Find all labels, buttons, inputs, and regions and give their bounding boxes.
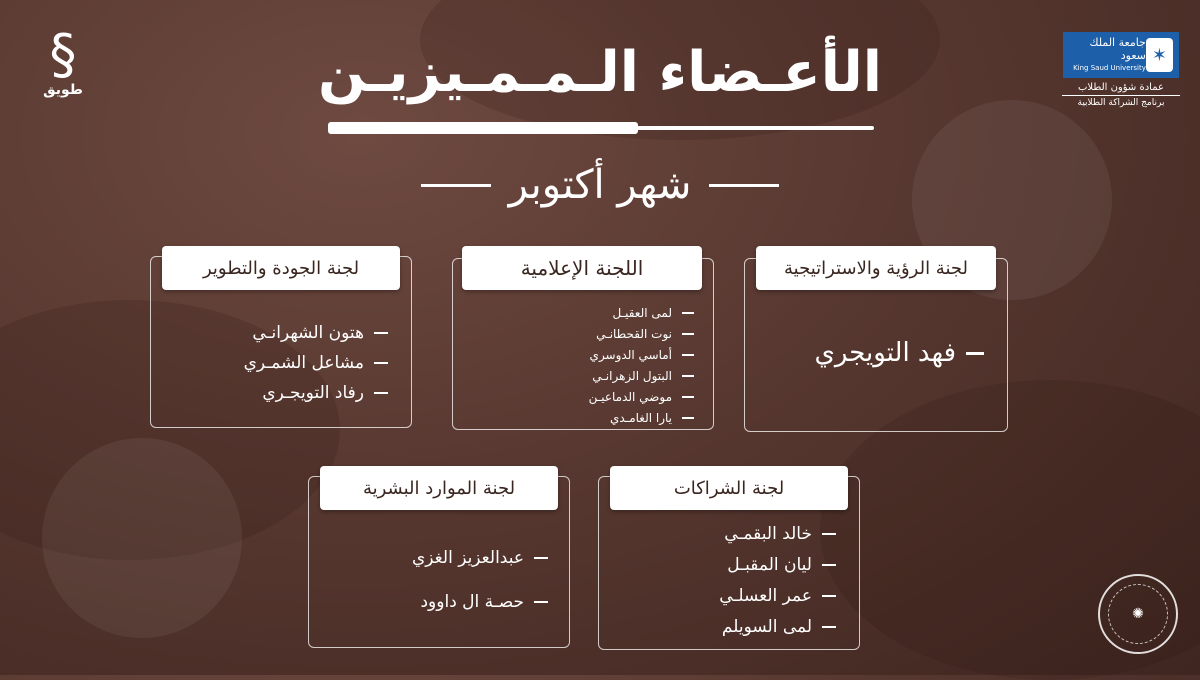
member-name: موضي الدماعيـن [588, 389, 672, 404]
title-underline-accent [328, 122, 638, 134]
ksu-logo [1058, 32, 1184, 108]
member-item [176, 318, 388, 348]
member-item [176, 378, 388, 408]
bullet-dash [966, 352, 984, 355]
member-name: عبدالعزيز الغزي [412, 548, 524, 568]
member-name: رفاد التويجـري [262, 383, 364, 403]
ksu-name-en: King Saud University [1073, 63, 1146, 72]
member-name: فهد التويجري [814, 338, 956, 368]
bullet-dash [822, 564, 836, 566]
committee-title-vision: لجنة الرؤية والاستراتيجية [756, 246, 996, 290]
bullet-dash [534, 601, 548, 603]
member-item [472, 323, 694, 344]
tuwaiq-label: طويق [43, 82, 83, 98]
committee-title-media: اللجنة الإعلامية [462, 246, 702, 290]
bullet-dash [374, 332, 388, 334]
member-name: خالد البقمـي [724, 523, 812, 544]
bullet-dash [822, 533, 836, 535]
member-item [176, 348, 388, 378]
member-name: ليان المقبـل [727, 554, 812, 575]
ksu-emblem-icon: ✶ [1146, 38, 1173, 72]
calligraphy-seal-inner-icon: ✺ [1108, 584, 1168, 644]
member-name: مشاعل الشمـري [243, 353, 364, 373]
member-name: أماسي الدوسري [589, 347, 672, 362]
bullet-dash [822, 626, 836, 628]
bullet-dash [682, 417, 694, 419]
member-item [472, 344, 694, 365]
bullet-dash [682, 312, 694, 314]
committee-members-media [472, 302, 694, 428]
tuwaiq-logo [38, 23, 88, 98]
subtitle-dash-left [421, 184, 491, 187]
committee-members-quality [176, 318, 388, 408]
committee-members-hr [336, 536, 548, 624]
tuwaiq-mark-icon: § [49, 23, 77, 86]
committee-members-partnerships [624, 518, 836, 642]
member-name: لمى السويلم [721, 616, 812, 637]
member-item [624, 549, 836, 580]
member-name: البتول الزهرانـي [592, 368, 672, 383]
subtitle-dash-right [709, 184, 779, 187]
member-item [472, 407, 694, 428]
member-item [472, 302, 694, 323]
committee-title-quality: لجنة الجودة والتطوير [162, 246, 400, 290]
committee-title-hr: لجنة الموارد البشرية [320, 466, 558, 510]
bullet-dash [682, 396, 694, 398]
committee-members-vision [760, 338, 984, 368]
member-item [472, 365, 694, 386]
member-name: يارا الغامـدي [609, 410, 672, 425]
page-subtitle: شهر أكتوبر [508, 162, 692, 208]
bullet-dash [682, 354, 694, 356]
member-name: عمر العسلـي [719, 585, 812, 606]
member-item [472, 386, 694, 407]
member-item [624, 580, 836, 611]
member-item [760, 338, 984, 368]
bullet-dash [822, 595, 836, 597]
member-name: لمى العقيـل [612, 305, 672, 320]
bullet-dash [682, 333, 694, 335]
member-name: حصـة ال داوود [420, 592, 524, 612]
bullet-dash [682, 375, 694, 377]
member-item [624, 611, 836, 642]
ksu-name-ar: جامعة الملك سعود [1089, 35, 1146, 62]
page-title: الأعـضاء الـمـمـيزيـن [318, 40, 882, 105]
subtitle-row [400, 160, 800, 210]
bullet-dash [374, 362, 388, 364]
program-label: برنامج الشراكة الطلابية [1077, 98, 1165, 108]
decorative-circle [42, 438, 242, 638]
bullet-dash [374, 392, 388, 394]
member-item [336, 536, 548, 580]
member-name: نوت القحطانـي [596, 326, 672, 341]
member-item [336, 580, 548, 624]
bullet-dash [534, 557, 548, 559]
committee-title-partnerships: لجنة الشراكات [610, 466, 848, 510]
member-name: هتون الشهرانـي [252, 323, 364, 343]
deanship-label: عمادة شؤون الطلاب [1062, 82, 1180, 96]
member-item [624, 518, 836, 549]
calligraphy-seal-icon [1098, 574, 1178, 654]
ksu-badge [1063, 32, 1179, 78]
